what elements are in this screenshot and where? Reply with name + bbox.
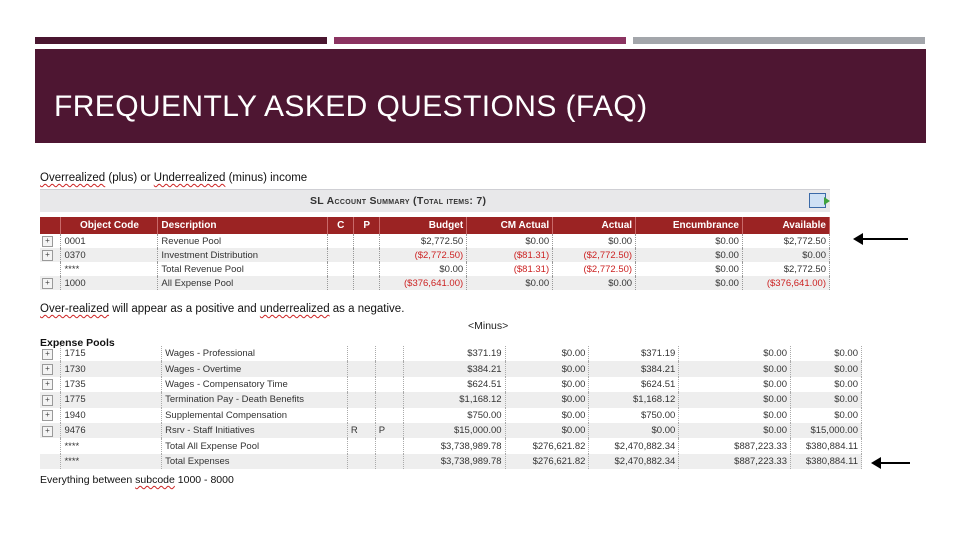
c-cell: R <box>347 423 375 438</box>
p-cell <box>375 346 403 361</box>
available-cell: $15,000.00 <box>791 423 862 438</box>
table-row <box>40 262 830 276</box>
slide-title: FREQUENTLY ASKED QUESTIONS (FAQ) <box>54 90 648 123</box>
p-cell <box>354 234 380 248</box>
caption-text: (plus) or <box>105 172 154 184</box>
expand-icon[interactable]: + <box>42 410 53 421</box>
p-cell <box>354 262 380 276</box>
description-cell: Total Expenses <box>162 454 348 469</box>
description-cell: Supplemental Compensation <box>162 408 348 423</box>
available-cell: $0.00 <box>791 361 862 376</box>
table-row <box>40 392 862 407</box>
actual-cell: $384.21 <box>589 361 679 376</box>
c-cell <box>347 361 375 376</box>
actual-cell: $750.00 <box>589 408 679 423</box>
summary-title-bar <box>40 189 830 212</box>
column-header[interactable]: Encumbrance <box>636 217 743 234</box>
cm-actual-cell: ($81.31) <box>467 262 553 276</box>
column-header[interactable]: Budget <box>380 217 467 234</box>
column-header[interactable]: Object Code <box>61 217 158 234</box>
available-cell: $380,884.11 <box>791 438 862 453</box>
summary-title: SL Account Summary (Total items: 7) <box>310 195 487 207</box>
caption-text: will appear as a positive and <box>109 303 260 315</box>
c-cell <box>328 276 354 290</box>
actual-cell: $0.00 <box>553 234 636 248</box>
encumbrance-cell: $0.00 <box>636 248 743 262</box>
top-stripe-magenta <box>334 37 626 44</box>
top-stripe-gray <box>633 37 925 44</box>
income-caption <box>40 172 307 184</box>
available-cell: $0.00 <box>742 248 829 262</box>
actual-cell: ($2,772.50) <box>553 262 636 276</box>
available-cell: $0.00 <box>791 392 862 407</box>
object-code-cell: 1730 <box>61 361 162 376</box>
table-row <box>40 377 862 392</box>
caption-word-over-realized: Over-realized <box>40 303 110 315</box>
c-cell <box>347 377 375 392</box>
object-code-cell: **** <box>61 454 162 469</box>
top-stripe-dark <box>35 37 327 44</box>
table-row <box>40 248 830 262</box>
column-header[interactable]: CM Actual <box>467 217 553 234</box>
realized-caption <box>40 303 404 315</box>
left-arrow-icon <box>880 462 910 464</box>
encumbrance-cell: $0.00 <box>679 423 791 438</box>
c-cell <box>328 262 354 276</box>
description-cell: Termination Pay - Death Benefits <box>162 392 348 407</box>
expand-icon[interactable]: + <box>42 250 53 261</box>
table-row <box>40 454 862 469</box>
budget-cell: $15,000.00 <box>403 423 505 438</box>
expense-pools-heading: Expense Pools <box>40 337 115 349</box>
c-cell <box>347 408 375 423</box>
table-row <box>40 346 862 361</box>
description-cell: Revenue Pool <box>158 234 328 248</box>
c-cell <box>347 346 375 361</box>
table-row <box>40 423 862 438</box>
title-banner <box>35 49 926 143</box>
c-cell <box>347 438 375 453</box>
caption-word-underrealized: Underrealized <box>153 172 226 184</box>
p-cell <box>375 408 403 423</box>
p-cell <box>375 454 403 469</box>
available-cell: $0.00 <box>791 408 862 423</box>
actual-cell: $2,470,882.34 <box>589 438 679 453</box>
description-cell: Investment Distribution <box>158 248 328 262</box>
description-cell: Total All Expense Pool <box>162 438 348 453</box>
object-code-cell: **** <box>61 438 162 453</box>
expand-icon[interactable]: + <box>42 395 53 406</box>
expand-icon[interactable]: + <box>42 426 53 437</box>
left-arrow-icon <box>862 238 908 240</box>
encumbrance-cell: $0.00 <box>679 408 791 423</box>
object-code-cell: 1735 <box>61 377 162 392</box>
column-header <box>40 217 61 234</box>
expand-icon[interactable]: + <box>42 364 53 375</box>
description-cell: Rsrv - Staff Initiatives <box>162 423 348 438</box>
encumbrance-cell: $887,223.33 <box>679 438 791 453</box>
cm-actual-cell: ($81.31) <box>467 248 553 262</box>
c-cell <box>328 248 354 262</box>
column-header[interactable]: P <box>354 217 380 234</box>
expand-icon[interactable]: + <box>42 236 53 247</box>
cm-actual-cell: $276,621.82 <box>505 454 589 469</box>
encumbrance-cell: $0.00 <box>679 377 791 392</box>
encumbrance-cell: $887,223.33 <box>679 454 791 469</box>
caption-word-underrealized: underrealized <box>259 303 330 315</box>
budget-cell: $0.00 <box>380 262 467 276</box>
cm-actual-cell: $0.00 <box>505 346 589 361</box>
budget-cell: $750.00 <box>403 408 505 423</box>
caption-text: Everything between <box>40 474 136 486</box>
cm-actual-cell: $276,621.82 <box>505 438 589 453</box>
subcode-caption <box>40 474 234 486</box>
budget-cell: $371.19 <box>403 346 505 361</box>
encumbrance-cell: $0.00 <box>636 262 743 276</box>
account-summary-screenshot <box>40 165 870 495</box>
budget-cell: $3,738,989.78 <box>403 438 505 453</box>
p-cell <box>354 248 380 262</box>
p-cell <box>375 361 403 376</box>
cm-actual-cell: $0.00 <box>505 361 589 376</box>
actual-cell: $624.51 <box>589 377 679 392</box>
p-cell <box>375 392 403 407</box>
available-cell: $0.00 <box>791 377 862 392</box>
encumbrance-cell: $0.00 <box>679 392 791 407</box>
budget-cell: $384.21 <box>403 361 505 376</box>
encumbrance-cell: $0.00 <box>679 361 791 376</box>
budget-cell: ($2,772.50) <box>380 248 467 262</box>
column-header[interactable]: Actual <box>553 217 636 234</box>
expand-icon[interactable]: + <box>42 278 53 289</box>
caption-word-overrealized: Overrealized <box>40 172 106 184</box>
column-header[interactable]: Description <box>158 217 328 234</box>
object-code-cell: 1715 <box>61 346 162 361</box>
budget-cell: ($376,641.00) <box>380 276 467 290</box>
actual-cell: $0.00 <box>589 423 679 438</box>
table-row <box>40 234 830 248</box>
cm-actual-cell: $0.00 <box>505 423 589 438</box>
caption-text: 1000 - 8000 <box>174 474 234 486</box>
cm-actual-cell: $0.00 <box>505 408 589 423</box>
object-code-cell: 0001 <box>61 234 158 248</box>
cm-actual-cell: $0.00 <box>505 377 589 392</box>
object-code-cell: 1775 <box>61 392 162 407</box>
summary-table <box>40 217 830 290</box>
caption-text: as a negative. <box>329 303 405 315</box>
available-cell: $2,772.50 <box>742 262 829 276</box>
budget-cell: $624.51 <box>403 377 505 392</box>
available-cell: $2,772.50 <box>742 234 829 248</box>
actual-cell: $0.00 <box>553 276 636 290</box>
cm-actual-cell: $0.00 <box>505 392 589 407</box>
object-code-cell: 9476 <box>61 423 162 438</box>
c-cell <box>347 454 375 469</box>
encumbrance-cell: $0.00 <box>679 346 791 361</box>
c-cell <box>347 392 375 407</box>
p-cell <box>354 276 380 290</box>
p-cell: P <box>375 423 403 438</box>
cm-actual-cell: $0.00 <box>467 276 553 290</box>
caption-text: (minus) income <box>225 172 308 184</box>
encumbrance-cell: $0.00 <box>636 276 743 290</box>
available-cell: $0.00 <box>791 346 862 361</box>
p-cell <box>375 438 403 453</box>
table-row <box>40 408 862 423</box>
c-cell <box>328 234 354 248</box>
table-row <box>40 438 862 453</box>
object-code-cell: 0370 <box>61 248 158 262</box>
description-cell: All Expense Pool <box>158 276 328 290</box>
object-code-cell: **** <box>61 262 158 276</box>
table-row <box>40 361 862 376</box>
available-cell: $380,884.11 <box>791 454 862 469</box>
encumbrance-cell: $0.00 <box>636 234 743 248</box>
column-header[interactable]: Available <box>742 217 829 234</box>
budget-cell: $3,738,989.78 <box>403 454 505 469</box>
p-cell <box>375 377 403 392</box>
actual-cell: $2,470,882.34 <box>589 454 679 469</box>
caption-word-subcode: subcode <box>135 474 175 486</box>
cm-actual-cell: $0.00 <box>467 234 553 248</box>
actual-cell: ($2,772.50) <box>553 248 636 262</box>
minus-label: <Minus> <box>468 320 509 332</box>
expand-icon[interactable]: + <box>42 349 53 360</box>
actual-cell: $1,168.12 <box>589 392 679 407</box>
available-cell: ($376,641.00) <box>742 276 829 290</box>
actual-cell: $371.19 <box>589 346 679 361</box>
column-header[interactable]: C <box>328 217 354 234</box>
table-header-row <box>40 217 830 234</box>
budget-cell: $2,772.50 <box>380 234 467 248</box>
description-cell: Wages - Overtime <box>162 361 348 376</box>
export-icon[interactable] <box>809 193 826 208</box>
table-row <box>40 276 830 290</box>
expense-pools-table <box>40 346 862 469</box>
object-code-cell: 1940 <box>61 408 162 423</box>
object-code-cell: 1000 <box>61 276 158 290</box>
expand-icon[interactable]: + <box>42 379 53 390</box>
description-cell: Total Revenue Pool <box>158 262 328 276</box>
description-cell: Wages - Compensatory Time <box>162 377 348 392</box>
budget-cell: $1,168.12 <box>403 392 505 407</box>
description-cell: Wages - Professional <box>162 346 348 361</box>
